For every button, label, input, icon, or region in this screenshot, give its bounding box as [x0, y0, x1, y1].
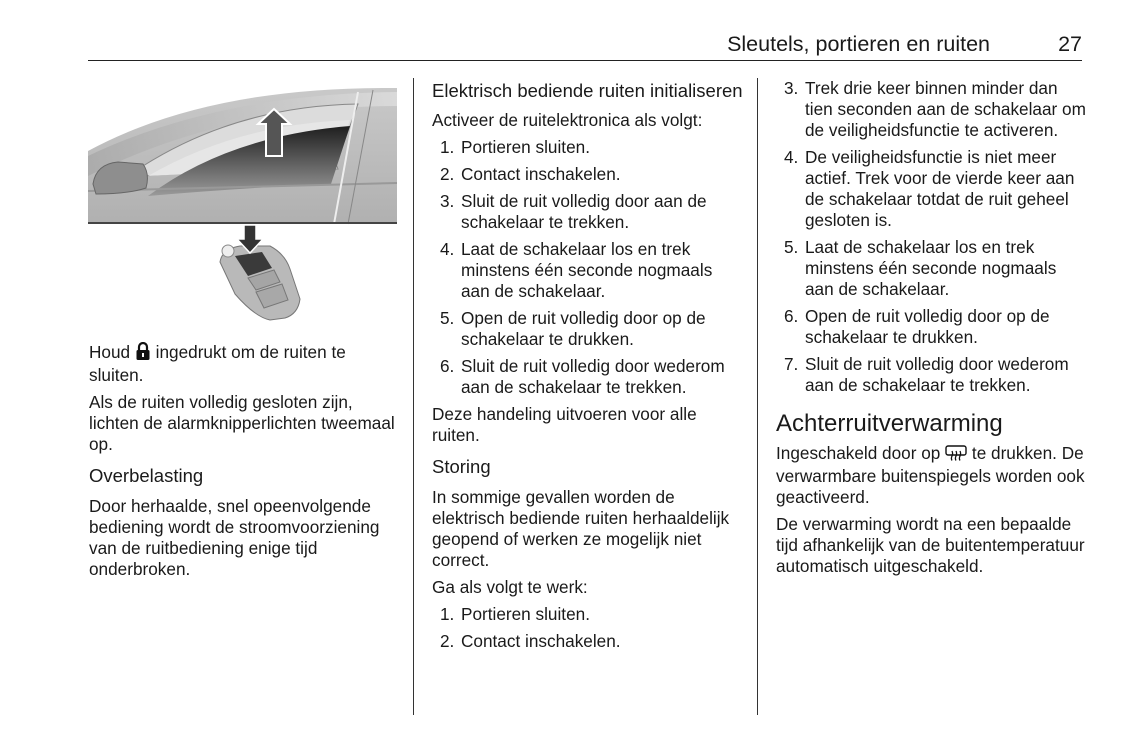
rear-heating-paragraph: Ingeschakeld door op te drukken. De verwarmbare buitenspiegels worden ook geactiveerd. — [776, 443, 1085, 507]
rear-heating-auto-off-paragraph: De verwarming wordt na een bepaalde tijd afhankelijk van de buitentemperatuur automatisch uitgeschakeld. — [776, 514, 1085, 576]
list-item: 7. Sluit de ruit volledig door wederom aan de schakelaar te trekken. — [784, 354, 1069, 395]
page-header — [88, 30, 1082, 61]
fault-paragraph: In sommige gevallen worden de elektrisch bediende ruiten herhaaldelijk geopend of werken ze mogelijk niet correct. — [432, 487, 730, 570]
init-steps-list — [432, 137, 744, 398]
fault-steps-continued-list — [776, 78, 1088, 396]
column-3 — [776, 78, 1088, 583]
list-item: 2. Contact inschakelen. — [440, 631, 621, 651]
init-intro: Activeer de ruitelektronica als volgt: — [432, 110, 703, 130]
column-1 — [89, 342, 401, 586]
fault-intro: Ga als volgt te werk: — [432, 577, 588, 597]
page-number: 27 — [1058, 32, 1082, 56]
chapter-title: Sleutels, portieren en ruiten — [727, 32, 990, 56]
hold-lock-paragraph: Houd ingedrukt om de ruiten te sluiten. — [89, 342, 346, 385]
key-fob-illustration — [220, 225, 300, 320]
list-item: 4. De veiligheidsfunctie is niet meer actief. Trek voor de vierde keer aan de schakelaar totdat de ruit geheel gesloten is. — [784, 147, 1075, 230]
column-2 — [432, 70, 744, 658]
list-item: 2. Contact inschakelen. — [440, 164, 621, 184]
fault-steps-list — [432, 604, 744, 652]
list-item: 3. Sluit de ruit volledig door aan de schakelaar te trekken. — [440, 191, 707, 232]
list-item: 6. Open de ruit volledig door op de schakelaar te drukken. — [784, 306, 1050, 347]
list-item: 1. Portieren sluiten. — [440, 604, 590, 624]
list-item: 1. Portieren sluiten. — [440, 137, 590, 157]
list-item: 5. Laat de schakelaar los en trek minstens één seconde nogmaals aan de schakelaar. — [784, 237, 1057, 299]
alarm-flash-paragraph: Als de ruiten volledig gesloten zijn, lichten de alarmknipperlichten tweemaal op. — [89, 392, 395, 454]
rear-window-heating-heading: Achterruitverwarming — [776, 410, 1003, 437]
column-divider-1 — [413, 78, 414, 715]
list-item: 6. Sluit de ruit volledig door wederom aan de schakelaar te trekken. — [440, 356, 725, 397]
list-item: 4. Laat de schakelaar los en trek minstens één seconde nogmaals aan de schakelaar. — [440, 239, 713, 301]
list-item: 3. Trek drie keer binnen minder dan tien seconden aan de schakelaar om de veiligheidsfunctie te activeren. — [784, 78, 1086, 140]
fault-heading: Storing — [432, 456, 491, 477]
window-and-key-illustration — [88, 76, 397, 334]
column-divider-2 — [757, 78, 758, 715]
overload-paragraph: Door herhaalde, snel opeenvolgende bediening wordt de stroomvoorziening van de ruitbediening enige tijd onderbroken. — [89, 496, 380, 579]
init-heading: Elektrisch bediende ruiten initialiseren — [432, 80, 743, 101]
rear-window-heating-icon — [945, 445, 967, 466]
car-window-illustration — [88, 76, 397, 224]
list-item: 5. Open de ruit volledig door op de schakelaar te drukken. — [440, 308, 706, 349]
init-outro: Deze handeling uitvoeren voor alle ruiten. — [432, 404, 697, 445]
overload-heading: Overbelasting — [89, 465, 204, 486]
lock-icon — [135, 342, 151, 365]
